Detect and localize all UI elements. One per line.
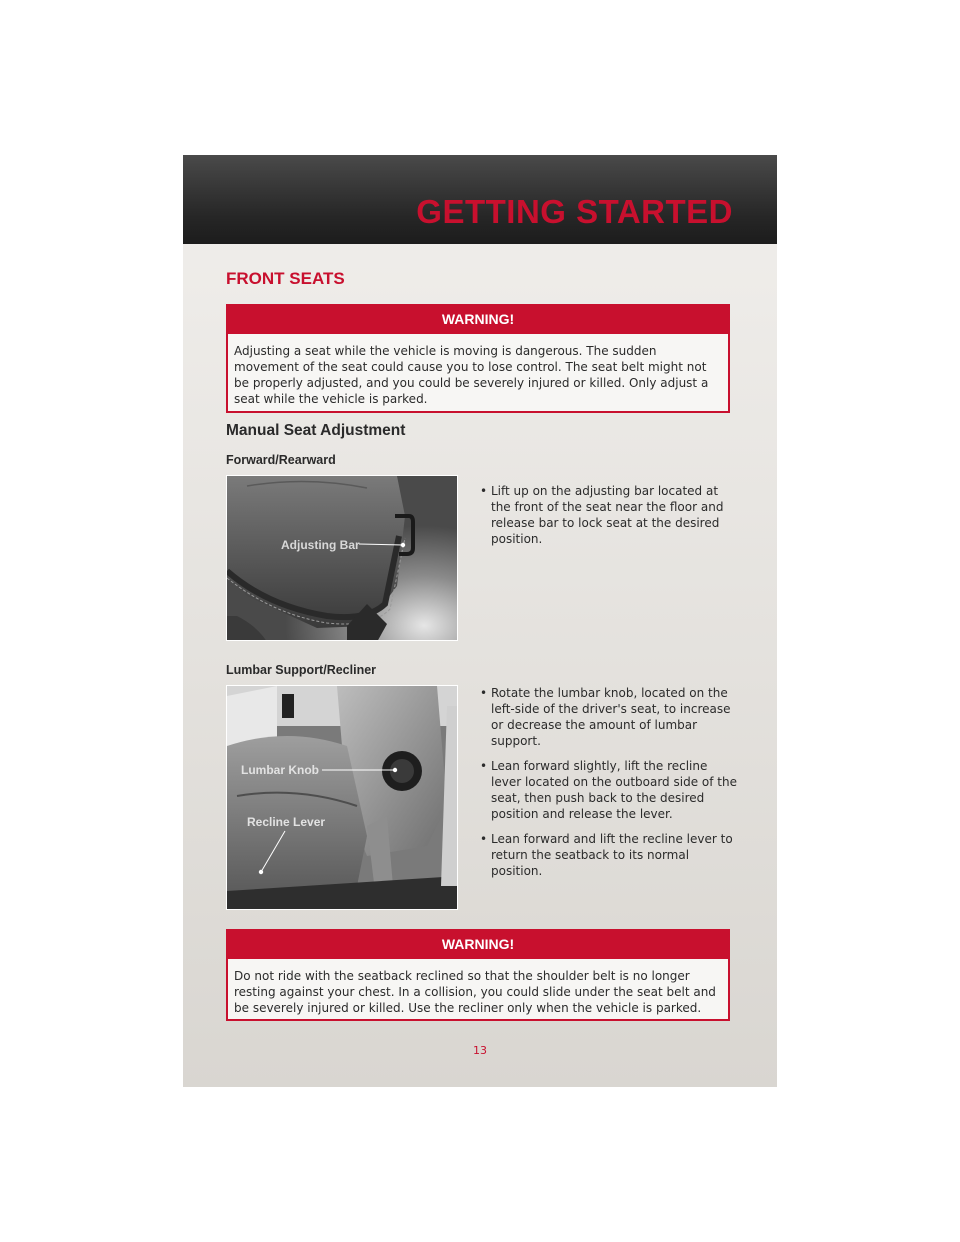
list-item: • Lean forward slightly, lift the recline lever located on the outboard side of the seat, then push back to the desired position and release the lever. xyxy=(480,759,737,821)
manual-seat-heading: Manual Seat Adjustment xyxy=(226,422,406,439)
warning-heading: WARNING! xyxy=(228,306,728,334)
warning-text: Adjusting a seat while the vehicle is moving is dangerous. The sudden movement of the seat could cause you to lose control. The seat belt might not be properly adjusted, and you could be severely injured or killed. Only adjust a seat while the vehicle is parked. xyxy=(234,344,709,406)
page-header xyxy=(183,155,777,244)
manual-page xyxy=(183,155,777,1087)
warning-heading: WARNING! xyxy=(228,931,728,959)
list-item: • Lift up on the adjusting bar located at the front of the seat near the floor and release bar to lock seat at the desired position. xyxy=(480,484,724,546)
bullet-dot-icon: • xyxy=(480,759,488,773)
forward-rearward-heading: Forward/Rearward xyxy=(226,453,336,467)
list-item: • Lean forward and lift the recline lever to return the seatback to its normal position. xyxy=(480,832,733,878)
forward-bullets xyxy=(480,483,738,556)
bullet-dot-icon: • xyxy=(480,686,488,700)
list-item: • Rotate the lumbar knob, located on the left-side of the driver's seat, to increase or decrease the amount of lumbar support. xyxy=(480,686,731,748)
bullet-dot-icon: • xyxy=(480,832,488,846)
lumbar-knob-label: Lumbar Knob xyxy=(241,763,319,777)
warning-box-top xyxy=(226,304,730,413)
recline-lever-label: Recline Lever xyxy=(247,815,326,829)
lumbar-recliner-heading: Lumbar Support/Recliner xyxy=(226,663,377,677)
page-number: 13 xyxy=(473,1044,487,1057)
bullet-dot-icon: • xyxy=(480,484,488,498)
warning-text: Do not ride with the seatback reclined so that the shoulder belt is no longer resting against your chest. In a collision, you could slide under the seat belt and be severely injured or killed. Use the recliner only when the vehicle is parked. xyxy=(234,969,716,1015)
lumbar-recliner-photo xyxy=(226,685,458,910)
adjusting-bar-photo xyxy=(226,475,458,641)
adjusting-bar-label: Adjusting Bar xyxy=(281,538,360,552)
lumbar-bullets xyxy=(480,685,738,888)
header-title: GETTING STARTED xyxy=(416,193,733,230)
warning-box-bottom xyxy=(226,929,730,1021)
section-title: FRONT SEATS xyxy=(226,269,345,288)
